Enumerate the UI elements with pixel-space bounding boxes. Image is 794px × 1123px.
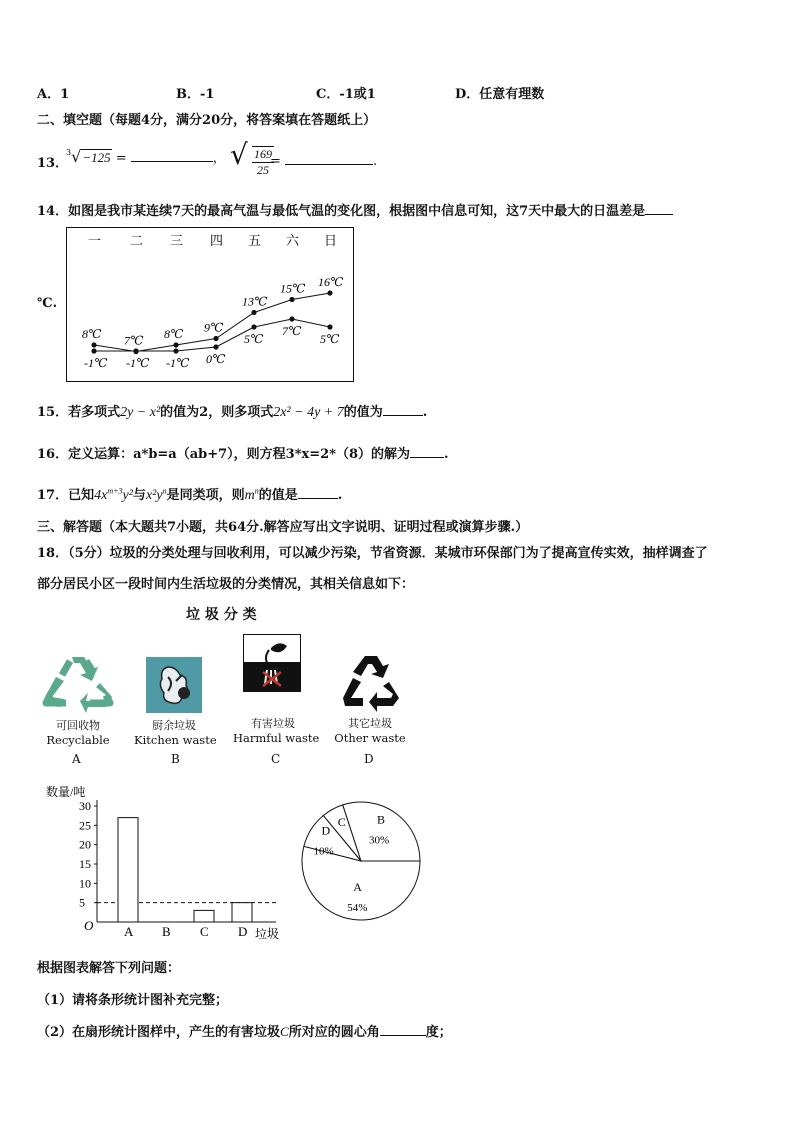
day-label: 四 [210, 233, 224, 248]
high-temp-label: 9℃ [204, 320, 224, 335]
option-b: B．-1 [176, 87, 215, 102]
low-temp-point [91, 348, 96, 353]
option-a: A．1 [37, 87, 70, 102]
q16-text: 16．定义运算：a*b=a（ab+7），则方程3*x=2*（8）的解为 . [37, 447, 449, 462]
q13-sqrt-fraction: √ $\frac{169}{25}$ [230, 138, 272, 177]
high-temp-label: 8℃ [164, 327, 184, 341]
option-c: C．-1或1 [316, 87, 376, 102]
high-temp-point [289, 297, 294, 302]
q14-text: 14．如图是我市某连续7天的最高气温与最低气温的变化图，根据图中信息可知，这7天中最大的日温差是 [37, 200, 673, 219]
option-d: D．任意有理数 [455, 87, 545, 102]
low-temp-label: 0℃ [206, 352, 226, 366]
y-tick-label: 25 [79, 818, 91, 833]
day-label: 三 [170, 233, 184, 248]
bar-chart-origin: O [84, 918, 94, 933]
bar-A [118, 818, 138, 922]
section2-heading: 二、填空题（每题4分，满分20分，将答案填在答题纸上） [37, 113, 377, 128]
y-tick-label: 30 [79, 799, 91, 813]
category-a-letter: A [72, 752, 81, 766]
category-label: A [124, 924, 134, 939]
pie-label-B: B [376, 812, 386, 827]
category-c-cn: 有害垃圾 [251, 717, 295, 730]
harmful-waste-icon [243, 634, 301, 692]
high-temp-point [251, 310, 256, 315]
high-temp-point [213, 336, 218, 341]
answer-intro: 根据图表解答下列问题： [37, 961, 181, 976]
y-tick-label: 15 [79, 857, 91, 871]
day-label: 五 [248, 233, 262, 248]
pie-value-B: 30% [368, 834, 390, 847]
waste-pie-chart [300, 800, 430, 930]
pie-label-A: A [353, 879, 362, 894]
category-a-en: Recyclable [46, 733, 110, 747]
q13-answer-2: = . [270, 154, 378, 169]
high-temp-label: 15℃ [280, 281, 306, 296]
low-temp-label: -1℃ [126, 356, 150, 370]
category-a-cn: 可回收物 [56, 719, 100, 732]
q13-number: 13． [37, 156, 69, 171]
other-waste-icon [343, 654, 399, 714]
y-tick-label: 10 [79, 876, 91, 891]
day-label: 一 [88, 233, 102, 248]
category-c-letter: C [271, 752, 281, 766]
bar-chart-xlabel: 垃圾 [255, 927, 280, 941]
low-temp-point [173, 348, 178, 353]
y-tick-label: 20 [79, 837, 91, 852]
sub-question-2: （2）在扇形统计图样中，产生的有害垃圾C所对应的圆心角 度； [37, 1024, 452, 1040]
high-temp-label: 7℃ [124, 333, 144, 348]
kitchen-waste-icon [146, 657, 202, 713]
category-label: D [238, 924, 248, 939]
category-d-letter: D [364, 752, 374, 766]
section3-heading: 三、解答题（本大题共7小题，共64分.解答应写出文字说明、证明过程或演算步骤.） [37, 520, 529, 535]
high-temp-label: 16℃ [318, 275, 344, 289]
q15-text: 15．若多项式2y − x²的值为2，则多项式2x² − 4y + 7的值为 . [37, 405, 428, 420]
bar-C [194, 910, 214, 922]
bar-D [232, 903, 252, 922]
waste-bar-chart [40, 780, 290, 945]
high-temp-point [327, 290, 332, 295]
q18-line2: 部分居民小区一段时间内生活垃圾的分类情况，其相关信息如下： [37, 577, 415, 592]
low-temp-point [327, 324, 332, 329]
waste-title: 垃 圾 分 类 [186, 607, 257, 623]
high-temp-label: 8℃ [82, 327, 102, 341]
category-label: C [200, 924, 209, 939]
sub-question-1: （1）请将条形统计图补充完整； [37, 993, 229, 1008]
recycle-icon [42, 653, 114, 715]
category-d-cn: 其它垃圾 [348, 717, 392, 730]
temperature-chart [66, 227, 354, 383]
day-label: 六 [286, 233, 300, 248]
high-temp-point [91, 342, 96, 347]
low-temp-label: -1℃ [84, 356, 108, 370]
q17-text: 17．已知$4x^{m+3}y^2$与$x^2y^n$是同类项，则$m^n$的值是 . [37, 486, 343, 503]
pie-label-C: C [337, 814, 346, 829]
pie-label-D: D [321, 823, 331, 838]
category-b-en: Kitchen waste [134, 733, 217, 747]
low-temp-label: 7℃ [282, 324, 302, 338]
high-temp-label: 13℃ [242, 294, 268, 309]
bar-chart-ylabel: 数量/吨 [46, 785, 86, 799]
low-temp-label: -1℃ [166, 356, 190, 370]
q18-line1: 18．（5分）垃圾的分类处理与回收利用，可以减少污染，节省资源．某城市环保部门为了提高宣传实效，抽样调查了 [37, 546, 708, 561]
high-temp-point [173, 342, 178, 347]
y-tick-label: 5 [79, 895, 85, 910]
category-label: B [162, 924, 171, 939]
category-b-cn: 厨余垃圾 [152, 719, 196, 732]
low-temp-label: 5℃ [244, 332, 264, 346]
category-c-en: Harmful waste [233, 731, 320, 745]
pie-value-A: 54% [347, 901, 368, 914]
low-temp-point [251, 324, 256, 329]
day-label: 二 [130, 233, 144, 248]
category-d-en: Other waste [334, 731, 406, 745]
low-temp-label: 5℃ [320, 332, 340, 346]
low-temp-point [289, 316, 294, 321]
low-temp-point [133, 348, 138, 353]
celsius-label: ℃. [37, 296, 58, 311]
pie-value-D: 10% [313, 845, 334, 858]
category-b-letter: B [171, 752, 180, 766]
q13-cuberoot: $^3$√−125 = ， [66, 147, 226, 166]
low-temp-point [213, 344, 218, 349]
day-label: 日 [324, 233, 338, 248]
